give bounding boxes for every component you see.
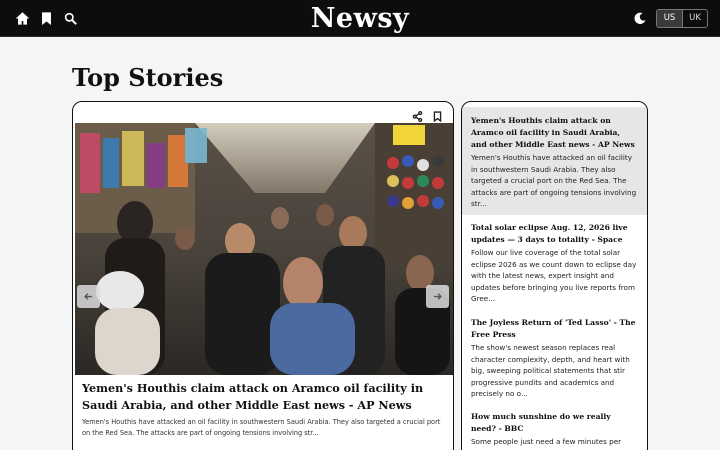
carousel-next-button[interactable]: [426, 285, 449, 308]
topbar-controls: [631, 9, 708, 28]
carousel-prev-button[interactable]: [77, 285, 100, 308]
featured-headline[interactable]: Yemen's Houthis claim attack on Aramco oil facility in Saudi Arabia, and other Middle East news - AP News: [82, 381, 424, 412]
list-item[interactable]: [462, 214, 647, 311]
region-toggle: [656, 9, 708, 28]
featured-story-card[interactable]: [72, 101, 454, 450]
page-title: Top Stories: [72, 63, 224, 92]
story-title: How much sunshine do we really need? - BBC: [471, 412, 611, 433]
region-option-us[interactable]: US: [657, 10, 682, 27]
list-item[interactable]: [462, 309, 647, 406]
story-summary: Follow our live coverage of the total solar eclipse 2026 as we count down to eclipse day with the latest news, expert insight and updates before bringing you live reports from Gree...: [471, 248, 637, 303]
moon-icon[interactable]: [631, 11, 647, 27]
featured-story-image[interactable]: [75, 123, 453, 375]
story-list: [461, 101, 648, 450]
top-navigation-bar: [0, 0, 720, 37]
arrow-right-icon: [432, 291, 443, 302]
featured-summary: Yemen's Houthis have attacked an oil facility in southwestern Saudi Arabia. They also targeted a crucial port on the Red Sea. The attacks are part of ongoing tensions involving str...: [82, 418, 441, 437]
story-summary: Some people just need a few minutes per: [471, 437, 622, 446]
story-summary: Yemen's Houthis have attacked an oil facility in southwestern Saudi Arabia. They also targeted a crucial port on the Red Sea. The attacks are part of ongoing tensions involving str...: [471, 153, 637, 208]
list-item[interactable]: [462, 403, 647, 450]
story-summary: The show's newest season replaces real character complexity, depth, and heart with big, sweeping political statements that stir progressive pundits and academics and precisely no o...: [471, 343, 630, 398]
region-option-uk[interactable]: UK: [682, 10, 707, 27]
site-logo[interactable]: Newsy: [310, 3, 410, 34]
list-item[interactable]: [462, 107, 647, 215]
story-title: Yemen's Houthis claim attack on Aramco oil facility in Saudi Arabia, and other Middle East news - AP News: [471, 116, 635, 149]
story-title: Total solar eclipse Aug. 12, 2026 live updates — 3 days to totality - Space: [471, 223, 628, 244]
arrow-left-icon: [83, 291, 94, 302]
story-title: The Joyless Return of 'Ted Lasso' - The Free Press: [471, 318, 636, 339]
